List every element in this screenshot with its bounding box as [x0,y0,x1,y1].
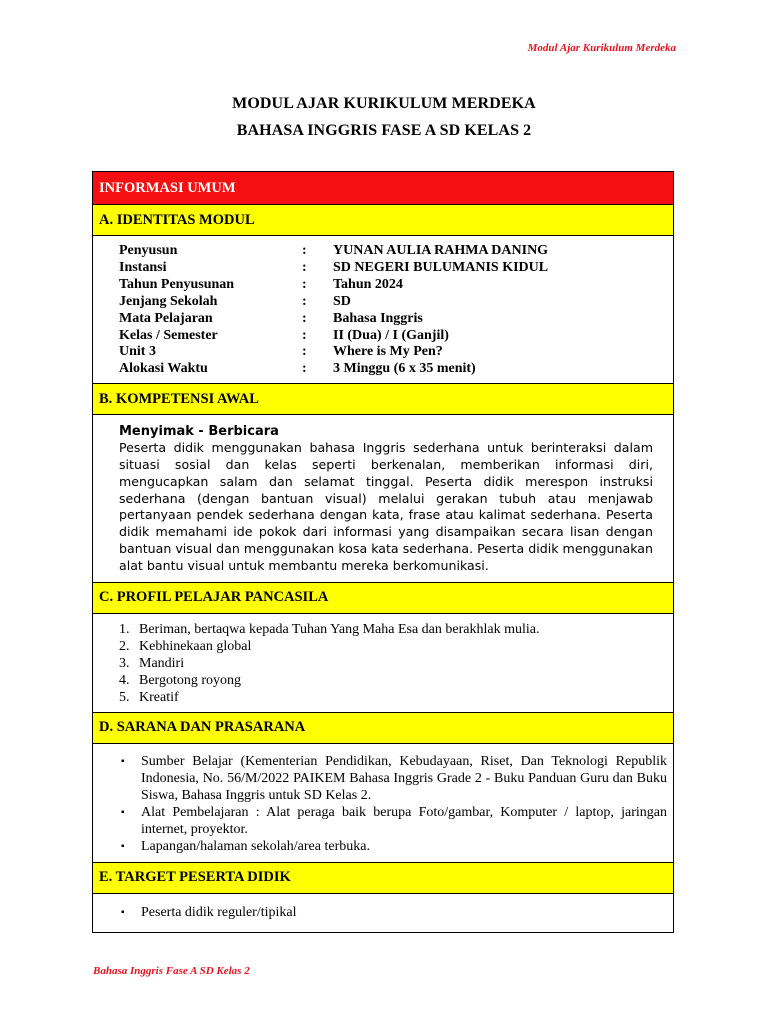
list-text: Kreatif [139,689,179,705]
identitas-section [93,236,673,384]
document-subtitle: BAHASA INGGRIS FASE A SD KELAS 2 [236,122,532,139]
identitas-value: 3 Minggu (6 x 35 menit) [333,361,476,377]
identitas-row [119,243,673,260]
target-section [93,894,673,932]
identitas-row [119,311,673,328]
identitas-separator: : [302,310,307,326]
list-number: 4. [119,672,130,688]
square-bullet-icon: ▪ [121,906,125,918]
bullet-text: Alat Pembelajaran : Alat peraga baik berupa Foto/gambar, Komputer / laptop, jaringan internet, proyektor. [141,804,667,837]
bullet-text: Lapangan/halaman sekolah/area terbuka. [141,838,370,854]
bullet-item [121,838,667,855]
sarana-section [93,744,673,863]
identitas-key: Instansi [119,259,167,275]
running-header: Modul Ajar Kurikulum Merdeka [527,42,676,54]
identitas-heading: A. IDENTITAS MODUL [93,205,673,236]
identitas-row [119,344,673,361]
module-info-table [92,171,674,933]
list-number: 1. [119,621,130,637]
bullet-text: Peserta didik reguler/tipikal [141,904,297,920]
identitas-key: Jenjang Sekolah [119,293,218,309]
square-bullet-icon: ▪ [121,840,125,852]
identitas-row [119,277,673,294]
list-text: Bergotong royong [139,672,242,688]
identitas-separator: : [302,327,307,343]
target-heading: E. TARGET PESERTA DIDIK [93,863,673,894]
identitas-row [119,260,673,277]
sarana-heading: D. SARANA DAN PRASARANA [93,713,673,744]
list-text: Kebhinekaan global [139,638,252,654]
identitas-value: YUNAN AULIA RAHMA DANING [333,243,549,258]
identitas-separator: : [302,293,307,309]
identitas-separator: : [302,344,307,360]
list-item [119,655,673,672]
identitas-value: Bahasa Inggris [333,310,423,326]
identitas-separator: : [302,259,307,275]
list-number: 5. [119,689,130,705]
identitas-value: Tahun 2024 [333,276,403,292]
kompetensi-subheading: Menyimak - Berbicara [119,424,279,440]
bullet-item [121,904,667,921]
kompetensi-heading: B. KOMPETENSI AWAL [93,384,673,415]
identitas-key: Kelas / Semester [119,327,218,343]
identitas-key: Penyusun [119,243,178,258]
identitas-separator: : [302,361,307,377]
profil-heading: C. PROFIL PELAJAR PANCASILA [93,583,673,614]
identitas-key: Tahun Penyusunan [119,276,235,292]
list-text: Mandiri [139,655,185,671]
identitas-separator: : [302,243,307,258]
list-item [119,638,673,655]
identitas-key: Alokasi Waktu [119,361,208,377]
document-title: MODUL AJAR KURIKULUM MERDEKA [232,95,536,112]
kompetensi-paragraph: Peserta didik menggunakan bahasa Inggris sederhana untuk berinteraksi dalam situasi sosial dan kelas seperti berkenalan, memberikan informasi diri, mengucapkan salam dan selamat tinggal. Peserta didik merespon instruksi sederhana (dengan bantuan visual) melalui gerakan tubuh atau menjawab pertanyaan pendek sederhana dengan kata, frase atau kalimat sederhana. Peserta didik memahami ide pokok dari informasi yang disampaikan secara lisan dengan bantuan visual dan menggunakan kosa kata sederhana. Peserta didik menggunakan alat bantu visual untuk membantu mereka berkomunikasi. [119,440,653,573]
identitas-separator: : [302,276,307,292]
running-footer: Bahasa Inggris Fase A SD Kelas 2 [93,965,250,977]
identitas-row [119,361,673,378]
bullet-text: Sumber Belajar (Kementerian Pendidikan, Kebudayaan, Riset, Dan Teknologi Republik Indonesia, No. 56/M/2022 PAIKEM Bahasa Inggris Grade 2 - Buku Panduan Guru dan Buku Siswa, Bahasa Inggris untuk SD Kelas 2. [141,753,667,803]
list-item [119,689,673,706]
informasi-umum-header: INFORMASI UMUM [93,172,673,205]
identitas-value: Where is My Pen? [333,344,443,360]
identitas-value: II (Dua) / I (Ganjil) [333,327,449,343]
list-number: 2. [119,638,130,654]
bullet-item [121,804,667,838]
list-item [119,672,673,689]
profil-section [93,614,673,713]
bullet-item [121,753,667,804]
list-item [119,621,673,638]
identitas-value: SD [333,293,351,309]
list-number: 3. [119,655,130,671]
square-bullet-icon: ▪ [121,755,125,767]
identitas-value: SD NEGERI BULUMANIS KIDUL [333,259,549,275]
list-text: Beriman, bertaqwa kepada Tuhan Yang Maha Esa dan berakhlak mulia. [139,621,540,637]
identitas-key: Unit 3 [119,344,156,360]
square-bullet-icon: ▪ [121,806,125,818]
identitas-key: Mata Pelajaran [119,310,213,326]
kompetensi-section [93,415,673,582]
identitas-row [119,328,673,345]
identitas-row [119,294,673,311]
